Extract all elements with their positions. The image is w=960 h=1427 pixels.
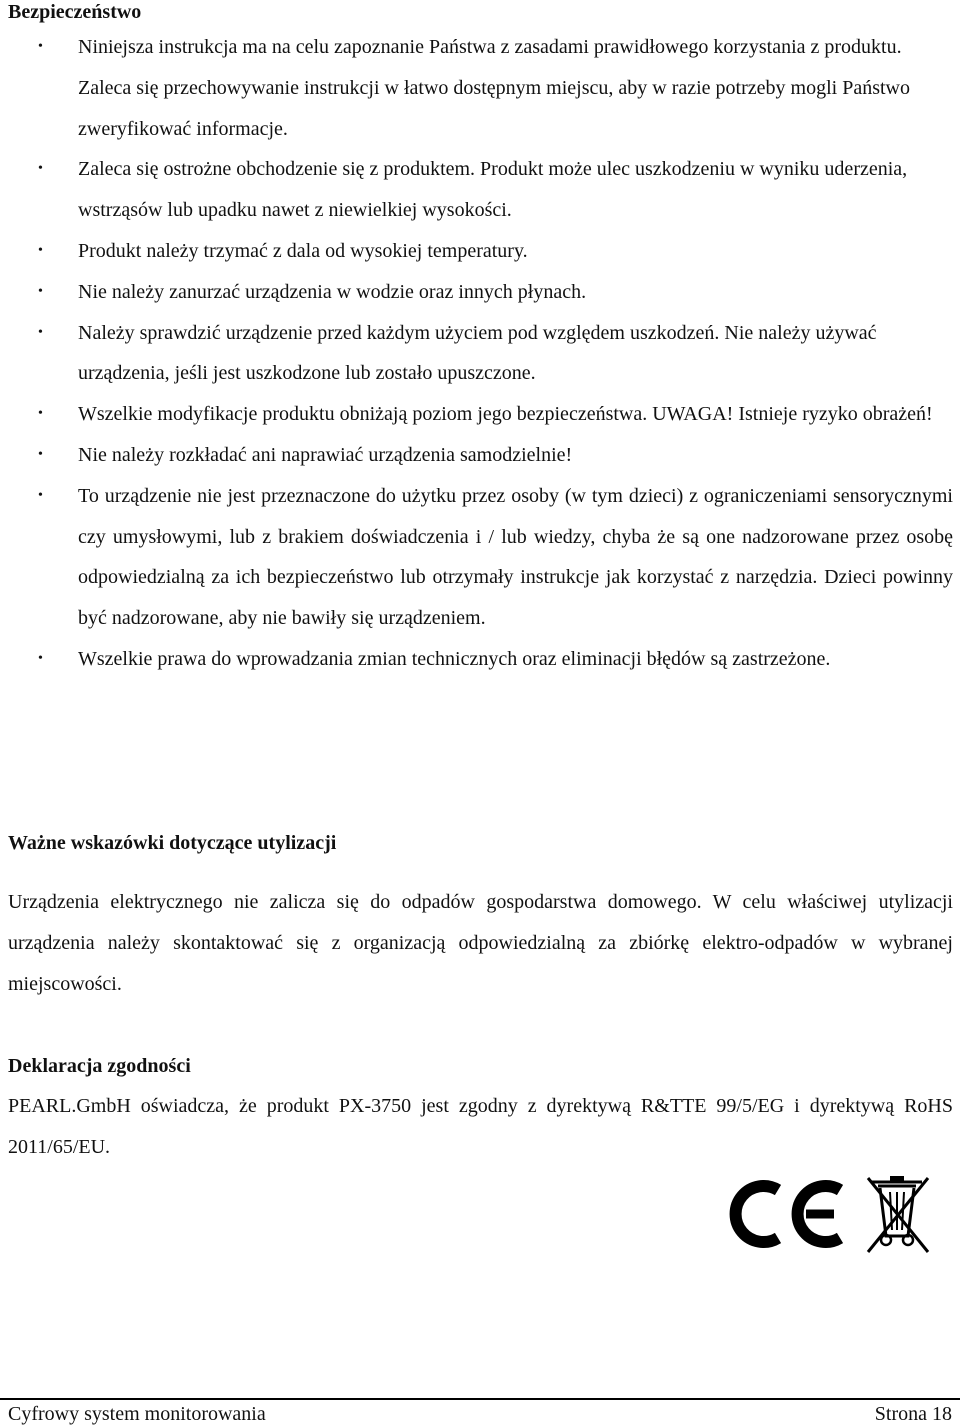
list-item (0, 231, 960, 272)
bullet-text: Należy sprawdzić urządzenie przed każdym użyciem pod względem uszkodzeń. Nie należy używać urządzenia, jeśli jest uszkodzone lub zostało upuszczone. (78, 321, 877, 385)
bullet-icon: • (38, 446, 43, 462)
bullet-icon: • (38, 39, 43, 54)
bullet-icon: • (38, 487, 43, 503)
bullet-text: Nie należy rozkładać ani naprawiać urządzenia samodzielnie! (78, 443, 573, 466)
certification-symbols (712, 1172, 952, 1256)
bullet-text: Zaleca się ostrożne obchodzenie się z produktem. Produkt może ulec uszkodzeniu w wyniku uderzenia, wstrząsów lub upadku nawet z niewielkiej wysokości. (78, 158, 908, 222)
disposal-paragraph: Urządzenia elektrycznego nie zalicza się do odpadów gospodarstwa domowego. W celu właściwej utylizacji urządzenia należy skontaktować się z organizacją odpowiedzialną za zbiórkę elektro-odpadów w wybranej miejscowości. (8, 891, 953, 995)
ce-mark-icon (712, 1172, 952, 1256)
list-item (0, 435, 960, 476)
bullet-text: Wszelkie prawa do wprowadzania zmian technicznych oraz eliminacji błędów są zastrzeżone. (78, 647, 831, 670)
safety-bullet-list (0, 27, 960, 680)
footer-document-title: Cyfrowy system monitorowania (8, 1403, 266, 1425)
bullet-text: Niniejsza instrukcja ma na celu zapoznanie Państwa z zasadami prawidłowego korzystania z produktu. Zaleca się przechowywanie instrukcji w łatwo dostępnym miejscu, aby w razie potrzeby mogli Państwo zweryfikować informacje. (78, 36, 910, 140)
footer-page-number: Strona 18 (874, 1403, 952, 1425)
list-item (0, 476, 960, 639)
bullet-icon: • (38, 650, 43, 666)
bullet-text: To urządzenie nie jest przeznaczone do użytku przez osoby (w tym dzieci) z ograniczeniami sensorycznymi czy umysłowymi, lub z brakiem doświadczenia i / lub wiedzy, chyba że są one nadzorowane przez osobę odpowiedzialną za ich bezpieczeństwo lub otrzymały instrukcje jak korzystać z narzędzia. Dzieci powinny być nadzorowane, aby nie bawiły się urządzeniem. (78, 484, 953, 630)
bullet-text: Nie należy zanurzać urządzenia w wodzie oraz innych płynach. (78, 280, 587, 303)
list-item (0, 149, 960, 231)
list-item (0, 313, 960, 395)
bullet-icon: • (38, 242, 43, 258)
footer-divider (0, 1398, 960, 1400)
list-item (0, 272, 960, 313)
conformity-paragraph: PEARL.GmbH oświadcza, że produkt PX-3750 jest zgodny z dyrektywą R&TTE 99/5/EG i dyrektywą RoHS 2011/65/EU. (8, 1095, 953, 1158)
safety-heading: Bezpieczeństwo (8, 1, 142, 23)
list-item (0, 27, 960, 149)
list-item (0, 394, 960, 435)
bullet-icon: • (38, 406, 43, 422)
bullet-text: Wszelkie modyfikacje produktu obniżają poziom jego bezpieczeństwa. UWAGA! Istnieje ryzyko obrażeń! (78, 403, 933, 426)
conformity-heading: Deklaracja zgodności (8, 1055, 191, 1077)
disposal-heading: Ważne wskazówki dotyczące utylizacji (8, 832, 337, 854)
bullet-text: Produkt należy trzymać z dala od wysokiej temperatury. (78, 239, 528, 262)
bullet-icon: • (38, 324, 43, 340)
bullet-icon: • (38, 161, 43, 177)
weee-bin-icon (868, 1176, 928, 1252)
list-item (0, 639, 960, 680)
bullet-icon: • (38, 283, 43, 299)
